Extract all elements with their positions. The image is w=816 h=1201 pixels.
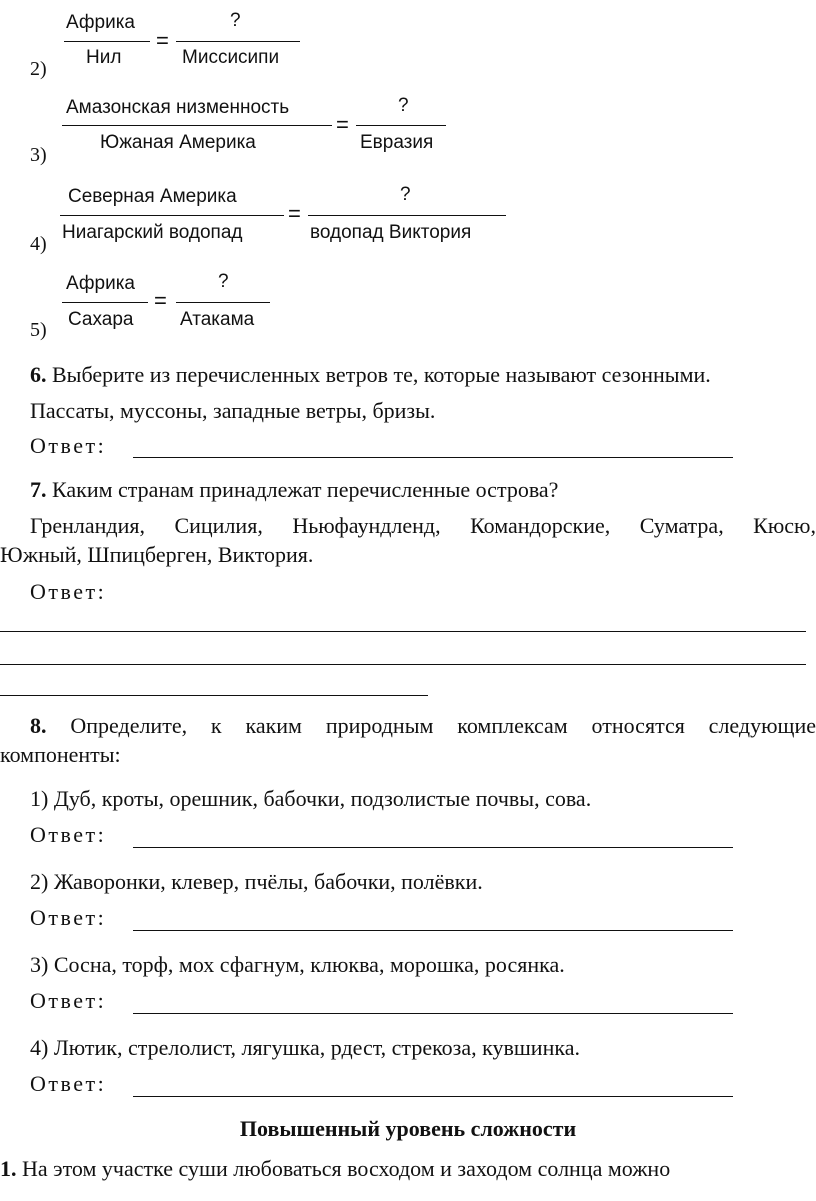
analogy-right-numerator: ? — [230, 10, 241, 31]
question-text-continued: компоненты: — [0, 742, 121, 767]
analogy-left-numerator: Северная Америка — [68, 186, 237, 207]
fraction-bar — [176, 41, 300, 42]
answer-line[interactable] — [133, 1013, 733, 1014]
analogy-right-numerator: ? — [400, 184, 411, 205]
answer-line[interactable] — [0, 631, 806, 632]
question-prompt: Выберите из перечисленных ветров те, которые называют сезонными. — [52, 362, 711, 387]
analogy-right-denominator: Миссисипи — [182, 47, 280, 68]
analogy-left-denominator: Сахара — [68, 309, 134, 330]
question-item: 3) Сосна, торф, мох сфагнум, клюква, морошка, росянка. — [30, 952, 565, 977]
equals-sign: = — [156, 28, 169, 53]
answer-line[interactable] — [0, 695, 428, 696]
question-items-line-2: Южный, Шпицберген, Виктория. — [0, 542, 314, 567]
answer-line[interactable] — [133, 457, 733, 458]
question-items: Пассаты, муссоны, западные ветры, бризы. — [30, 398, 436, 423]
question-text — [30, 713, 816, 739]
answer-label: Ответ: — [30, 433, 107, 458]
fraction-bar — [62, 302, 148, 303]
analogy-left-numerator: Амазонская низменность — [66, 97, 290, 118]
answer-label: Ответ: — [30, 579, 107, 604]
equals-sign: = — [336, 112, 349, 137]
analogy-left-numerator: Африка — [66, 273, 135, 294]
item-label: 5) — [30, 319, 47, 341]
question-prompt: На этом участке суши любоваться восходом и заходом солнца можно — [22, 1156, 671, 1181]
question-item: 2) Жаворонки, клевер, пчёлы, бабочки, полёвки. — [30, 869, 483, 894]
equals-sign: = — [288, 201, 301, 226]
fraction-bar — [62, 125, 332, 126]
analogy-right-numerator: ? — [218, 271, 229, 292]
answer-label: Ответ: — [30, 822, 107, 847]
question-number: 1. — [0, 1156, 17, 1181]
analogy-left-denominator: Южаная Америка — [100, 132, 256, 153]
answer-line[interactable] — [133, 1096, 733, 1097]
question-items-line-1: Гренландия, Сицилия, Ньюфаундленд, Командорские, Суматра, Кюсю, — [30, 513, 816, 538]
question-number: 6. — [30, 362, 47, 387]
analogy-right-denominator: Атакама — [180, 309, 255, 330]
answer-line[interactable] — [0, 664, 806, 665]
fraction-bar — [356, 125, 446, 126]
fraction-bar — [64, 41, 150, 42]
question-text — [30, 477, 558, 503]
analogy-left-numerator: Африка — [66, 12, 135, 33]
question-1 — [0, 1156, 670, 1182]
answer-label: Ответ: — [30, 905, 107, 930]
answer-line[interactable] — [133, 930, 733, 931]
item-label: 3) — [30, 144, 47, 166]
question-number: 7. — [30, 477, 47, 502]
fraction-bar — [176, 302, 270, 303]
equals-sign: = — [154, 288, 167, 313]
answer-label: Ответ: — [30, 988, 107, 1013]
analogy-right-denominator: водопад Виктория — [310, 222, 472, 243]
question-item: 1) Дуб, кроты, орешник, бабочки, подзолистые почвы, сова. — [30, 786, 592, 811]
fraction-bar — [60, 215, 284, 216]
fraction-bar — [308, 215, 506, 216]
question-text — [30, 362, 711, 388]
question-number: 8. — [30, 713, 47, 738]
question-item: 4) Лютик, стрелолист, лягушка, рдест, стрекоза, кувшинка. — [30, 1035, 580, 1060]
question-prompt: Определите, к каким природным комплексам относятся следующие — [70, 713, 816, 738]
answer-line[interactable] — [133, 847, 733, 848]
analogy-left-denominator: Нил — [86, 47, 122, 68]
item-label: 2) — [30, 58, 47, 80]
section-title: Повышенный уровень сложности — [239, 1116, 577, 1141]
answer-label: Ответ: — [30, 1071, 107, 1096]
item-label: 4) — [30, 233, 47, 255]
question-prompt: Каким странам принадлежат перечисленные острова? — [52, 477, 559, 502]
analogy-right-denominator: Евразия — [360, 132, 434, 153]
analogy-right-numerator: ? — [398, 95, 409, 116]
analogy-left-denominator: Ниагарский водопад — [62, 222, 243, 243]
